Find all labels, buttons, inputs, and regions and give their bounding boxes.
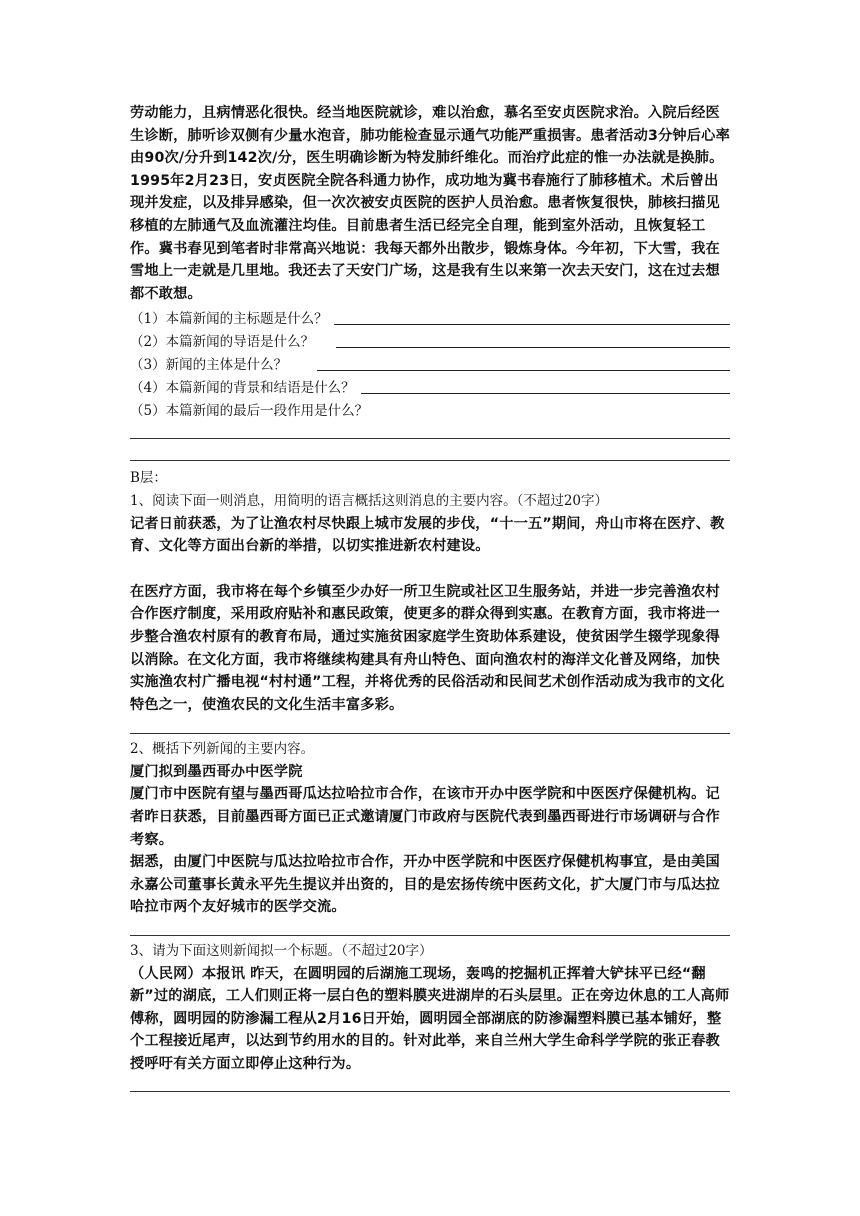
news-b3-para: （人民网）本报讯 昨天，在圆明园的后湖施工现场，轰鸣的挖掘机正挥着大铲抹平已经“翻新”过的湖底，工人们则正将一层白色的塑料膜夹进湖岸的石头层里。正在旁边休息的工人高师傅称，圆明园的防渗漏工程从2月16日开始，圆明园全部湖底的防渗漏塑料膜已基本铺好，整个工程接近尾声，以达到节约用水的目的。针对此举，来自兰州大学生命科学学院的张正春教授呼吁有关方面立即停止这种行为。 — [130, 965, 730, 1072]
answer-line-2[interactable] — [336, 346, 730, 348]
question-3-text: （3）新闻的主体是什么？ — [130, 356, 288, 373]
answer-line-5a[interactable] — [130, 438, 730, 439]
question-2 — [130, 330, 730, 353]
answer-line-b1[interactable] — [130, 733, 730, 734]
news-b1-para1: 记者日前获悉，为了让渔农村尽快跟上城市发展的步伐，“十一五”期间，舟山市将在医疗、教育、文化等方面出台新的举措，以切实推进新农村建设。 — [130, 515, 725, 555]
question-1-text: （1）本篇新闻的主标题是什么？ — [130, 310, 328, 327]
answer-line-b2[interactable] — [130, 935, 730, 936]
section-b-heading: B层： — [130, 470, 167, 487]
answer-line-b3[interactable] — [130, 1091, 730, 1092]
answer-line-3[interactable] — [317, 369, 730, 371]
question-list-a — [130, 307, 730, 422]
question-b3-prompt: 3、请为下面这则新闻拟一个标题。（不超过20字） — [130, 943, 433, 960]
worksheet-page — [130, 102, 730, 1092]
answer-line-4[interactable] — [361, 392, 730, 394]
news-body-text: 劳动能力，且病情恶化很快。经当地医院就诊，难以治愈，慕名至安贞医院求治。入院后经医生诊断，肺听诊双侧有少量水泡音，肺功能检查显示通气功能严重损害。患者活动3分钟后心率由90次/分升到142次/分，医生明确诊断为特发肺纤维化。而治疗此症的惟一办法就是换肺。1995年2月23日，安贞医院全院各科通力协作，成功地为冀书春施行了肺移植术。术后曾出现并发症，以及排异感染，但一次次被安贞医院的医护人员治愈。患者恢复很快，肺核扫描见移植的左肺通气及血流灌注均佳。目前患者生活已经完全自理，能到室外活动，且恢复轻工作。冀书春见到笔者时非常高兴地说：我每天都外出散步，锻炼身体。今年初，下大雪，我在雪地上一走就是几里地。我还去了天安门广场，这是我有生以来第一次去天安门，这在过去想都不敢想。 — [130, 105, 730, 302]
question-1 — [130, 307, 730, 330]
question-3 — [130, 353, 730, 376]
news-b1-para2: 在医疗方面，我市将在每个乡镇至少办好一所卫生院或社区卫生服务站，并进一步完善渔农村合作医疗制度，采用政府贴补和惠民政策，使更多的群众得到实惠。在教育方面，我市将进一步整合渔农村原有的教育布局，通过实施贫困家庭学生资助体系建设，使贫困学生辍学现象得以消除。在文化方面，我市将继续构建具有舟山特色、面向渔农村的海洋文化普及网络，加快实施渔农村广播电视“村村通”工程，并将优秀的民俗活动和民间艺术创作活动成为我市的文化特色之一，使渔农民的文化生活丰富多彩。 — [130, 583, 725, 713]
blank-gap — [130, 558, 730, 581]
answer-line-1[interactable] — [334, 323, 730, 325]
news-b2-para2: 据悉，由厦门中医院与瓜达拉哈拉市合作，开办中医学院和中医医疗保健机构事宜，是由美国永嘉公司董事长黄永平先生提议并出资的，目的是宏扬传统中医药文化，扩大厦门市与瓜达拉哈拉市两个友好城市的医学交流。 — [130, 854, 720, 916]
question-5 — [130, 399, 730, 422]
question-b2-prompt: 2、概括下列新闻的主要内容。 — [130, 741, 315, 758]
question-4 — [130, 376, 730, 399]
news-b2-para1: 厦门市中医院有望与墨西哥瓜达拉哈拉市合作，在该市开办中医学院和中医医疗保健机构。记者昨日获悉，目前墨西哥方面已正式邀请厦门市政府与医院代表到墨西哥进行市场调研与合作考察。 — [130, 786, 720, 848]
question-4-text: （4）本篇新闻的背景和结语是什么？ — [130, 379, 355, 396]
question-2-text: （2）本篇新闻的导语是什么？ — [130, 333, 315, 350]
answer-line-5b[interactable] — [130, 460, 730, 461]
question-b1-prompt: 1、阅读下面一则消息，用简明的语言概括这则消息的主要内容。（不超过20字） — [130, 492, 609, 509]
news-b2-title: 厦门拟到墨西哥办中医学院 — [130, 763, 303, 780]
question-5-text: （5）本篇新闻的最后一段作用是什么？ — [130, 402, 369, 419]
